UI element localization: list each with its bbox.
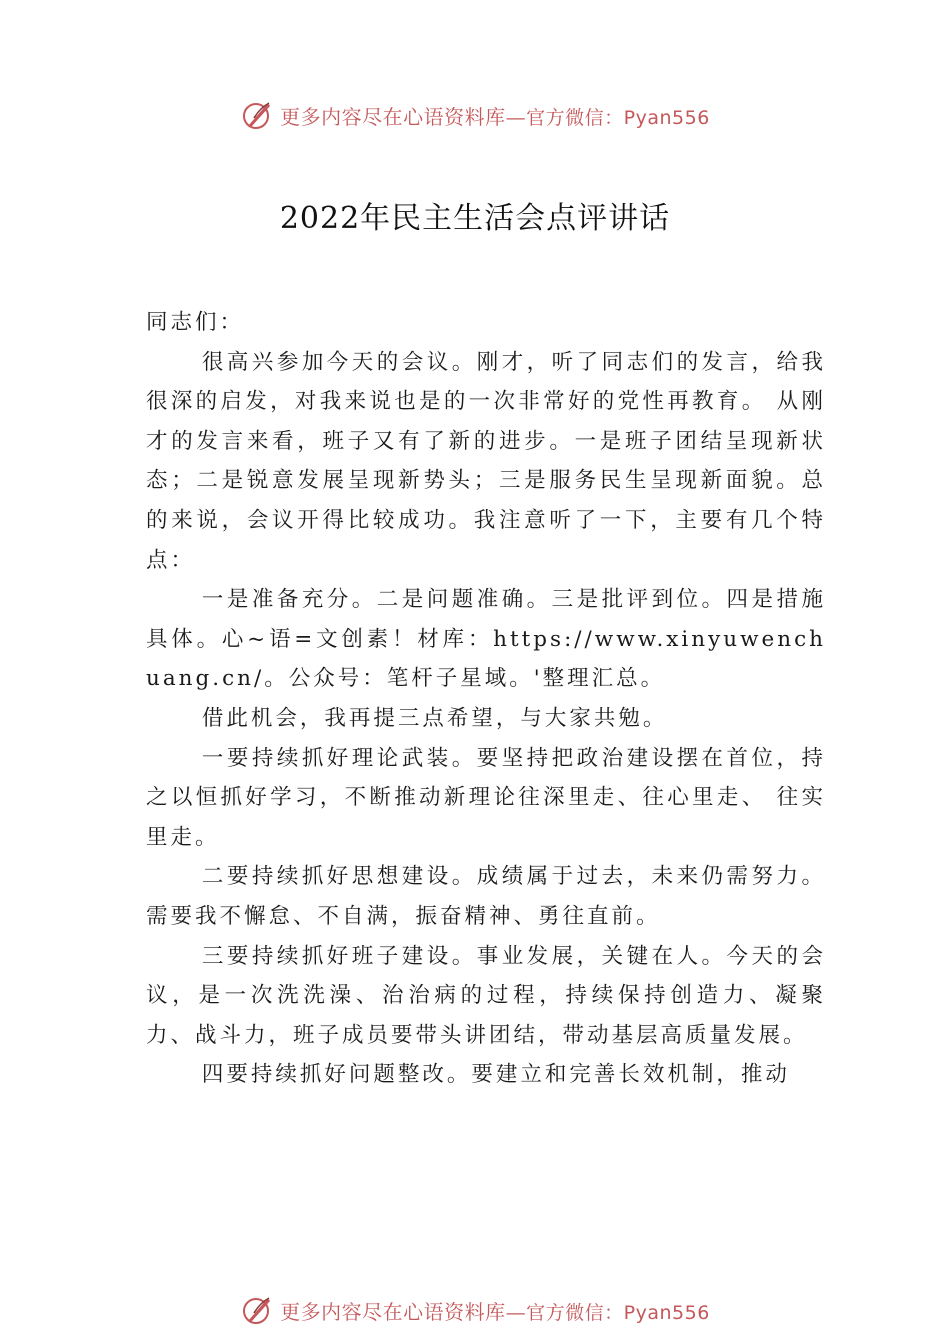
- paragraph: 借此机会，我再提三点希望，与大家共勉。: [201, 705, 668, 731]
- footer-banner-text: [280, 1296, 710, 1325]
- header-banner: [0, 95, 950, 135]
- paragraph: 三要持续抓好班子建设。事业发展，关键在人。今天的会议，是一次洗洗澡、治治病的过程，持续保持创造力、凝聚力、战斗力，班子成员要带头讲团结，带动基层高质量发展。: [146, 943, 826, 1048]
- salutation: 同志们：: [146, 310, 245, 335]
- banner-site-text: 更多内容尽在心语资料库—: [280, 104, 527, 129]
- paragraph: 四要持续抓好问题整改。要建立和完善长效机制，推动: [201, 1062, 790, 1088]
- footer-banner: [0, 1290, 950, 1330]
- document-body: [146, 303, 826, 1095]
- paragraph: 很高兴参加今天的会议。刚才，听了同志们的发言，给我很深的启发，对我来说也是的一次非常好的党性再教育。 从刚才的发言来看，班子又有了新的进步。一是班子团结呈现新状态；二是锐意发展呈现新势头；三是服务民生呈现新面貌。总的来说，会议开得比较成功。我注意听了一下，主要有几个特点：: [146, 349, 826, 573]
- quill-logo-icon: [240, 98, 274, 132]
- paragraph: 二要持续抓好思想建设。成绩属于过去，未来仍需努力。需要我不懈怠、不自满，振奋精神、勇往直前。: [146, 864, 826, 929]
- paragraph: 一是准备充分。二是问题准确。三是批评到位。四是措施具体。心~语=文创素！材库：https://www.xinyuwenchuang.cn/。公众号：笔杆子星域。'整理汇总。: [146, 587, 826, 692]
- paragraph: 一要持续抓好理论武装。要坚持把政治建设摆在首位，持之以恒抓好学习，不断推动新理论往深里走、往心里走、 往实里走。: [146, 745, 826, 850]
- quill-logo-icon: [240, 1293, 274, 1327]
- header-banner-text: [280, 101, 710, 130]
- banner-wechat-text: 官方微信：Pyan556: [526, 106, 710, 129]
- banner-wechat-text: 官方微信：Pyan556: [526, 1301, 710, 1324]
- banner-site-text: 更多内容尽在心语资料库—: [280, 1299, 527, 1324]
- document-title: 2022年民主生活会点评讲话: [279, 201, 671, 236]
